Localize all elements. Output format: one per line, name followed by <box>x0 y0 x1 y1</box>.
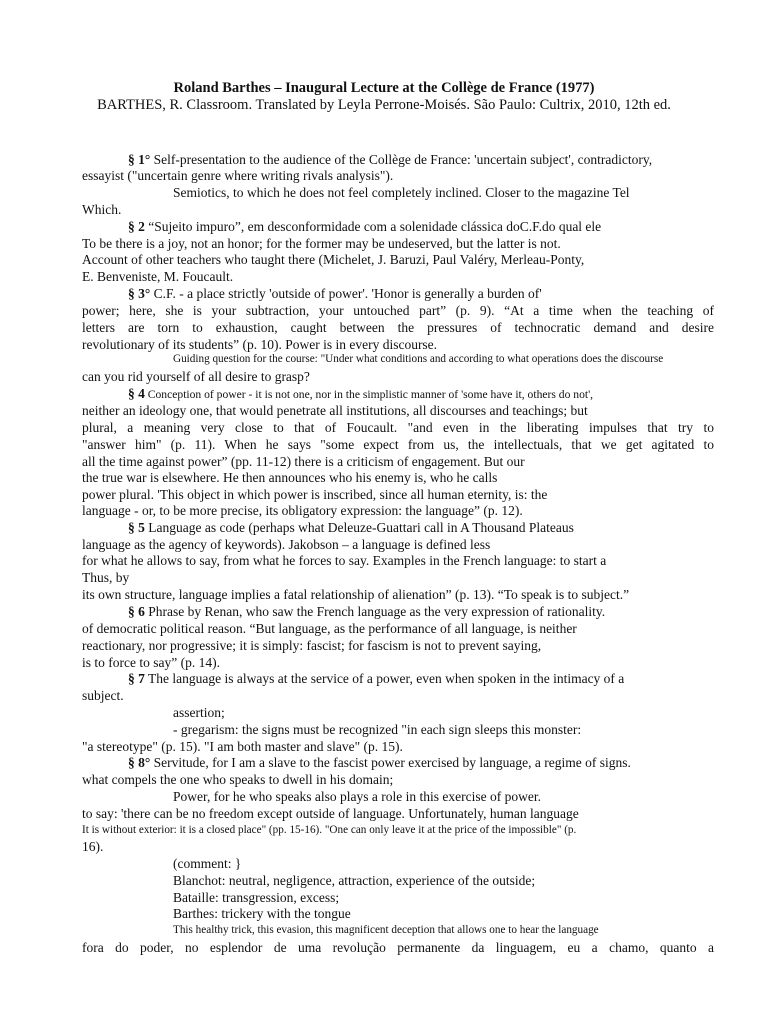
paragraph-3-line: can you rid yourself of all desire to grasp? <box>82 369 310 384</box>
paragraph-4-line: language - or, to be more precise, its obligatory expression: the language” (p. 12). <box>82 503 523 518</box>
paragraph-6-line: reactionary, nor progressive; it is simply: fascist; for fascism is not to prevent saying, <box>82 638 542 653</box>
paragraph-2-line: E. Benveniste, M. Foucault. <box>82 269 234 284</box>
paragraph-3-line: letters are torn to exhaustion, caught between the pressures of technocratic demand and desire <box>82 320 714 335</box>
paragraph-7-line: - gregarism: the signs must be recognized "in each sign sleeps this monster: <box>173 722 582 737</box>
paragraph-8-line: Power, for he who speaks also plays a role in this exercise of power. <box>173 789 541 804</box>
section-mark: § 5 <box>128 520 145 535</box>
document-title: Roland Barthes – Inaugural Lecture at the Collège de France (1977) <box>173 80 595 96</box>
paragraph-7-line: § 7 The language is always at the service of a power, even when spoken in the intimacy of a <box>128 671 625 686</box>
section-mark: § 4 <box>128 386 145 401</box>
paragraph-1-line: Semiotics, to which he does not feel completely inclined. Closer to the magazine Tel <box>173 185 630 200</box>
paragraph-8-line: Blanchot: neutral, negligence, attraction, experience of the outside; <box>173 873 536 888</box>
paragraph-3-line: power; here, she is your subtraction, your untouched part” (p. 9). “At a time when the teaching of <box>82 303 714 318</box>
paragraph-2-line: § 2 “Sujeito impuro”, em desconformidade com a solenidade clássica doC.F.do qual ele <box>128 219 602 234</box>
paragraph-8-line: This healthy trick, this evasion, this magnificent deception that allows one to hear the language <box>173 924 599 936</box>
section-mark: § 1° <box>128 152 151 167</box>
paragraph-8-line: It is without exterior: it is a closed place" (pp. 15-16). "One can only leave it at the price of the impossible" (p. <box>82 824 577 836</box>
paragraph-8-line: § 8° Servitude, for I am a slave to the fascist power exercised by language, a regime of signs. <box>128 755 631 770</box>
paragraph-7-line: assertion; <box>173 705 225 720</box>
paragraph-2-line: To be there is a joy, not an honor; for the former may be undeserved, but the latter is not. <box>82 236 561 251</box>
section-mark: § 3° <box>128 286 151 301</box>
section-mark: § 6 <box>128 604 145 619</box>
paragraph-4-line: the true war is elsewhere. He then announces who his enemy is, who he calls <box>82 470 498 485</box>
paragraph-1-line: Which. <box>82 202 122 217</box>
paragraph-6-line: § 6 Phrase by Renan, who saw the French language as the very expression of rationality. <box>128 604 606 619</box>
paragraph-8-line: Barthes: trickery with the tongue <box>173 906 351 921</box>
paragraph-5-line: its own structure, language implies a fatal relationship of alienation” (p. 13). “To speak is to subject.” <box>82 587 630 602</box>
paragraph-8-line: (comment: } <box>173 856 242 871</box>
paragraph-7-line: subject. <box>82 688 124 703</box>
paragraph-4-line: neither an ideology one, that would penetrate all institutions, all discourses and teachings; but <box>82 403 588 418</box>
paragraph-7-line: "a stereotype" (p. 15). "I am both master and slave" (p. 15). <box>82 739 403 754</box>
paragraph-8-line: what compels the one who speaks to dwell in his domain; <box>82 772 394 787</box>
paragraph-8-line: to say: 'there can be no freedom except outside of language. Unfortunately, human language <box>82 806 579 821</box>
section-mark: § 8° <box>128 755 151 770</box>
paragraph-6-line: of democratic political reason. “But language, as the performance of all language, is neither <box>82 621 577 636</box>
paragraph-3-line: Guiding question for the course: "Under what conditions and according to what operations does the discourse <box>173 353 664 365</box>
paragraph-4-line: "answer him" (p. 11). When he says "some expect from us, the intellectuals, that we get agitated to <box>82 437 714 452</box>
paragraph-5-line: Thus, by <box>82 570 130 585</box>
paragraph-8-line: Bataille: transgression, excess; <box>173 890 340 905</box>
paragraph-4-line: § 4 Conception of power - it is not one, nor in the simplistic manner of 'some have it, others do not', <box>128 386 594 401</box>
paragraph-4-line: plural, a meaning very close to that of Foucault. "and even in the liberating impulses that try to <box>82 420 714 435</box>
paragraph-1-line: § 1° Self-presentation to the audience of the Collège de France: 'uncertain subject', contradictory, <box>128 152 653 167</box>
paragraph-3-line: § 3° C.F. - a place strictly 'outside of power'. 'Honor is generally a burden of' <box>128 286 542 301</box>
paragraph-4-line: power plural. 'This object in which power is inscribed, since all human eternity, is: the <box>82 487 548 502</box>
paragraph-5-line: language as the agency of keywords). Jakobson – a language is defined less <box>82 537 491 552</box>
paragraph-8-line: 16). <box>82 839 104 854</box>
paragraph-3-line: revolutionary of its students” (p. 10). Power is in every discourse. <box>82 337 438 352</box>
section-mark: § 2 <box>128 219 145 234</box>
paragraph-5-line: for what he allows to say, from what he forces to say. Examples in the French language: to start a <box>82 553 607 568</box>
paragraph-2-line: Account of other teachers who taught there (Michelet, J. Baruzi, Paul Valéry, Merleau-Ponty, <box>82 252 585 267</box>
paragraph-8-line: fora do poder, no esplendor de uma revolução permanente da linguagem, eu a chamo, quanto a <box>82 940 714 955</box>
section-mark: § 7 <box>128 671 145 686</box>
document-citation: BARTHES, R. Classroom. Translated by Leyla Perrone-Moisés. São Paulo: Cultrix, 2010, 12th ed. <box>97 97 671 113</box>
paragraph-5-line: § 5 Language as code (perhaps what Deleuze-Guattari call in A Thousand Plateaus <box>128 520 574 535</box>
paragraph-4-line: all the time against power” (pp. 11-12) there is a criticism of engagement. But our <box>82 454 525 469</box>
paragraph-6-line: is to force to say” (p. 14). <box>82 655 220 670</box>
paragraph-1-line: essayist ("uncertain genre where writing rivals analysis"). <box>82 168 394 183</box>
